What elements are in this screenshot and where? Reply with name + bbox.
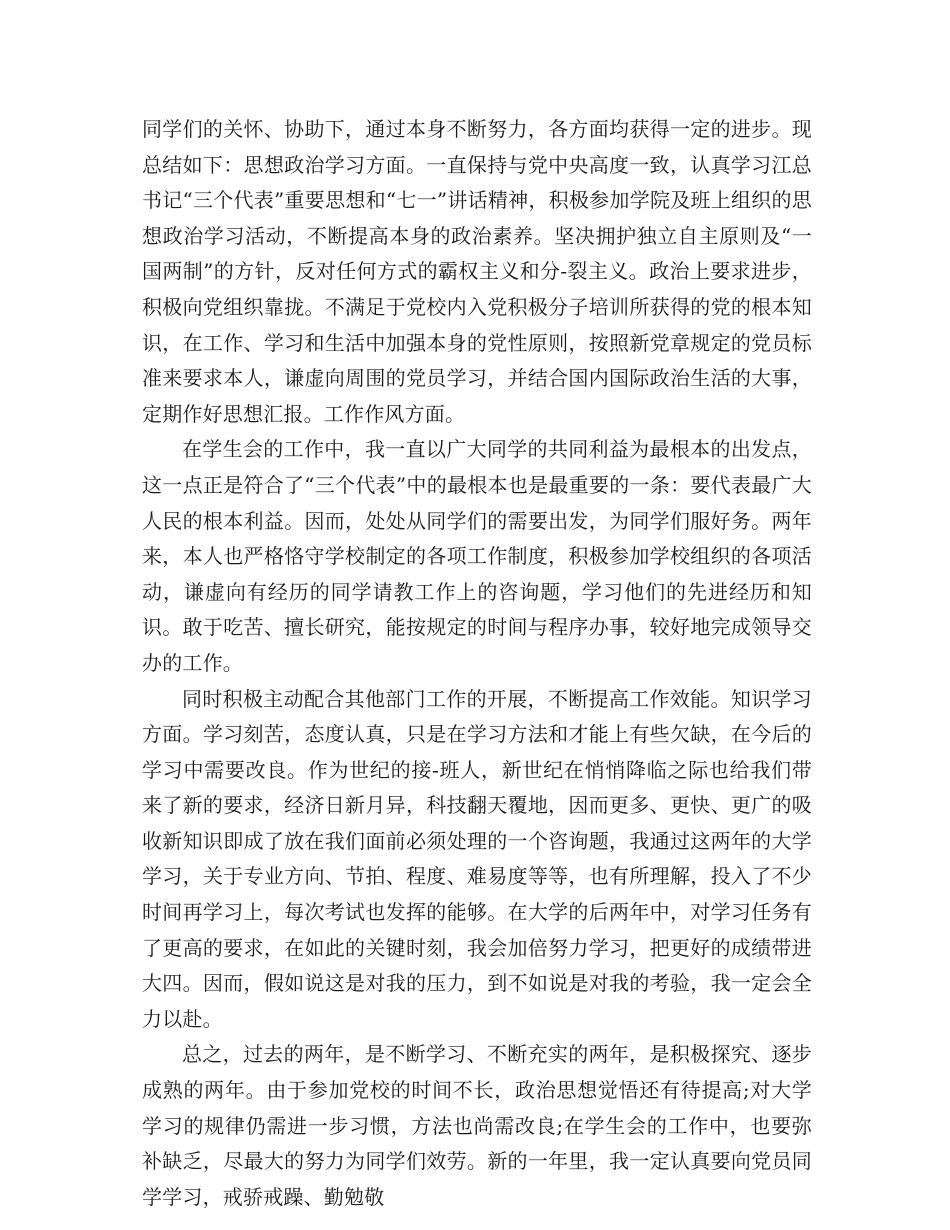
paragraph-4: 总之，过去的两年，是不断学习、不断充实的两年，是积极探究、逐步成熟的两年。由于参加党校的时间不长，政治思想觉悟还有待提高;对大学学习的规律仍需进一步习惯，方法也尚需改良;在学生会的工作中，也要弥补缺乏，尽最大的努力为同学们效劳。新的一年里，我一定认真要向党员同学学习，戒骄戒躁、勤勉敬 [142,1042,812,1209]
document-body [142,112,812,1215]
paragraph-3: 同时积极主动配合其他部门工作的开展，不断提高工作效能。知识学习方面。学习刻苦，态度认真，只是在学习方法和才能上有些欠缺，在今后的学习中需要改良。作为世纪的接-班人，新世纪在悄悄降临之际也给我们带来了新的要求，经济日新月异，科技翻天覆地，因而更多、更快、更广的吸收新知识即成了放在我们面前必须处理的一个咨询题，我通过这两年的大学学习，关于专业方向、节拍、程度、难易度等等，也有所理解，投入了不少时间再学习上，每次考试也发挥的能够。在大学的后两年中，对学习任务有了更高的要求，在如此的关键时刻，我会加倍努力学习，把更好的成绩带进大四。因而，假如说这是对我的压力，到不如说是对我的考验，我一定会全力以赴。 [142,686,812,1031]
paragraph-2: 在学生会的工作中，我一直以广大同学的共同利益为最根本的出发点，这一点正是符合了“三个代表”中的最根本也是最重要的一条：要代表最广大人民的根本利益。因而，处处从同学们的需要出发，为同学们服好务。两年来，本人也严格恪守学校制定的各项工作制度，积极参加学校组织的各项活动，谦虚向有经历的同学请教工作上的咨询题，学习他们的先进经历和知识。敢于吃苦、擅长研究，能按规定的时间与程序办事，较好地完成领导交办的工作。 [142,437,812,675]
paragraph-1: 同学们的关怀、协助下，通过本身不断努力，各方面均获得一定的进步。现总结如下：思想政治学习方面。一直保持与党中央高度一致，认真学习江总书记“三个代表”重要思想和“七一”讲话精神，积极参加学院及班上组织的思想政治学习活动，不断提高本身的政治素养。坚决拥护独立自主原则及“一国两制”的方针，反对任何方式的霸权主义和分-裂主义。政治上要求进步，积极向党组织靠拢。不满足于党校内入党积极分子培训所获得的党的根本知识，在工作、学习和生活中加强本身的党性原则，按照新党章规定的党员标准来要求本人，谦虚向周围的党员学习，并结合国内国际政治生活的大事，定期作好思想汇报。工作作风方面。 [142,117,812,426]
